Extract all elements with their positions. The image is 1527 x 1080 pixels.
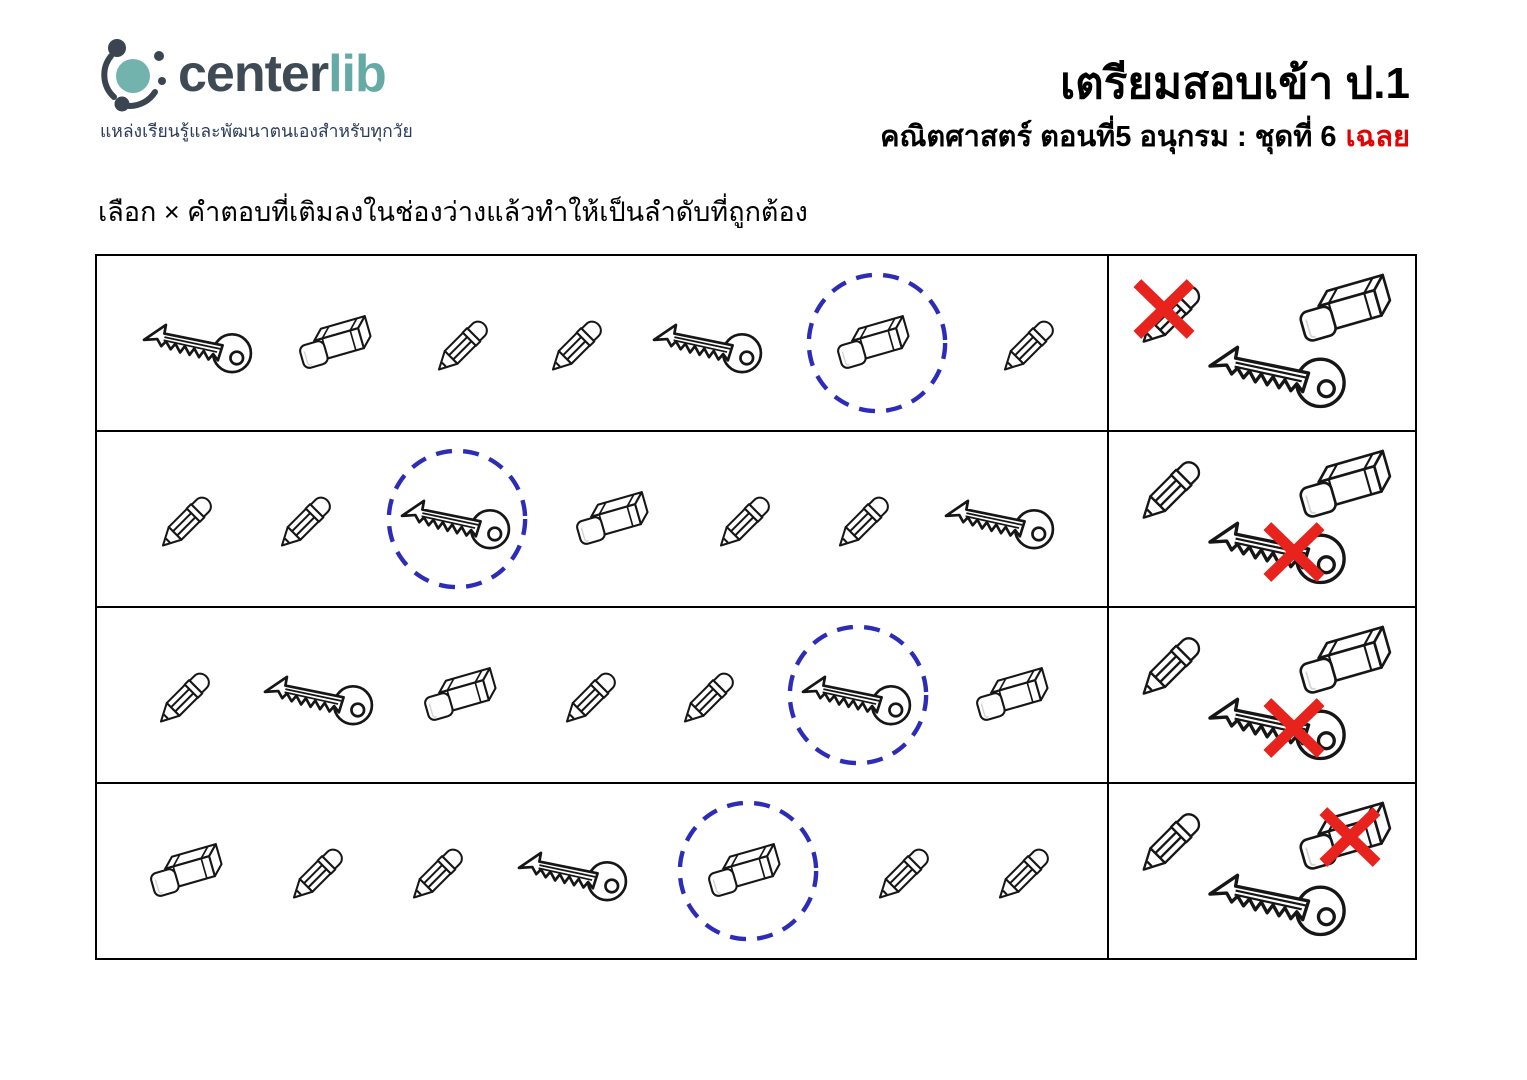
- table-row: [97, 606, 1415, 782]
- sequence-cell: [97, 784, 1109, 958]
- answer-cell: [1109, 256, 1415, 430]
- pencil-icon: [982, 826, 1060, 916]
- brand-wordmark: [178, 45, 386, 103]
- pencil-icon: [264, 474, 342, 564]
- sequence-item: [140, 301, 258, 385]
- pencil-icon: [862, 826, 940, 916]
- pencil-icon: [276, 826, 354, 916]
- sequence-item: [145, 835, 235, 907]
- sequence-cell: [97, 256, 1109, 430]
- answer-circle: [804, 270, 950, 416]
- pencil-icon: [1123, 612, 1213, 714]
- sequence-cell: [97, 432, 1109, 606]
- sequence-item: [535, 298, 613, 388]
- answer-circle: [384, 446, 530, 592]
- brand-secondary: lib: [328, 45, 386, 103]
- sequence-item: [822, 474, 900, 564]
- sequence-item: [987, 298, 1065, 388]
- answer-choice-pencil[interactable]: [1123, 788, 1213, 890]
- instruction-text: เลือก × คำตอบที่เติมลงในช่องว่างแล้วทำให้เป็นลำดับที่ถูกต้อง: [98, 197, 808, 227]
- pencil-icon: [145, 474, 223, 564]
- sequence-cell: [97, 608, 1109, 782]
- answer-choice-key[interactable]: [1205, 672, 1353, 772]
- pencil-icon: [396, 826, 474, 916]
- pencil-icon: [1123, 788, 1213, 890]
- answer-choice-pencil[interactable]: [1123, 260, 1213, 362]
- brand-tagline: แหล่งเรียนรู้และพัฒนาตนเองสำหรับทุกวัย: [100, 121, 413, 141]
- sequence-item: [515, 829, 633, 913]
- table-row: [97, 782, 1415, 958]
- answer-circle: [785, 622, 931, 768]
- worksheet-table: [95, 254, 1417, 960]
- answer-choice-pencil[interactable]: [1123, 612, 1213, 714]
- table-row: [97, 430, 1415, 606]
- pencil-icon: [822, 474, 900, 564]
- sequence-item-circled: [785, 622, 931, 768]
- brand-primary: center: [178, 45, 329, 103]
- pencil-icon: [535, 298, 613, 388]
- key-icon: [650, 301, 768, 385]
- key-icon: [261, 653, 379, 737]
- sequence-item: [650, 301, 768, 385]
- answer-choice-pencil[interactable]: [1123, 436, 1213, 538]
- eraser-icon: [145, 835, 235, 907]
- sequence-item: [145, 474, 223, 564]
- sequence-item-circled: [804, 270, 950, 416]
- answer-choice-key[interactable]: [1205, 320, 1353, 420]
- sequence-item: [862, 826, 940, 916]
- pencil-icon: [143, 650, 221, 740]
- answer-key-badge: เฉลย: [1345, 121, 1410, 153]
- sequence-item: [703, 474, 781, 564]
- answer-cell: [1109, 432, 1415, 606]
- sequence-item: [971, 659, 1061, 731]
- page-subtitle: [880, 113, 1410, 159]
- sequence-item: [982, 826, 1060, 916]
- sequence-item: [276, 826, 354, 916]
- answer-cell: [1109, 608, 1415, 782]
- sequence-item: [143, 650, 221, 740]
- answer-choice-key[interactable]: [1205, 496, 1353, 596]
- pencil-icon: [987, 298, 1065, 388]
- sequence-item: [419, 659, 509, 731]
- answer-cell: [1109, 784, 1415, 958]
- sequence-item: [396, 826, 474, 916]
- logo: [96, 34, 413, 145]
- sequence-item: [264, 474, 342, 564]
- pencil-icon: [1123, 436, 1213, 538]
- eraser-icon: [971, 659, 1061, 731]
- pencil-icon: [421, 298, 499, 388]
- eraser-icon: [294, 307, 384, 379]
- sequence-item: [667, 650, 745, 740]
- answer-circle: [675, 798, 821, 944]
- page-title: เตรียมสอบเข้า ป.1: [1060, 59, 1410, 108]
- key-icon: [1205, 496, 1353, 596]
- key-icon: [140, 301, 258, 385]
- header-titles: [880, 56, 1410, 159]
- eraser-icon: [419, 659, 509, 731]
- pencil-icon: [667, 650, 745, 740]
- subtitle-text: คณิตศาสตร์ ตอนที่5 อนุกรม : ชุดที่ 6: [880, 121, 1337, 153]
- sequence-item-circled: [384, 446, 530, 592]
- pencil-icon: [549, 650, 627, 740]
- sequence-item-circled: [675, 798, 821, 944]
- sequence-item: [294, 307, 384, 379]
- key-icon: [942, 477, 1060, 561]
- pencil-icon: [1123, 260, 1213, 362]
- key-icon: [1205, 848, 1353, 948]
- pencil-icon: [703, 474, 781, 564]
- table-row: [97, 256, 1415, 430]
- sequence-item: [942, 477, 1060, 561]
- sequence-item: [571, 483, 661, 555]
- answer-choice-key[interactable]: [1205, 848, 1353, 948]
- eraser-icon: [571, 483, 661, 555]
- centerlib-logo-icon: [96, 34, 170, 114]
- sequence-item: [421, 298, 499, 388]
- sequence-item: [549, 650, 627, 740]
- key-icon: [515, 829, 633, 913]
- sequence-item: [261, 653, 379, 737]
- key-icon: [1205, 320, 1353, 420]
- key-icon: [1205, 672, 1353, 772]
